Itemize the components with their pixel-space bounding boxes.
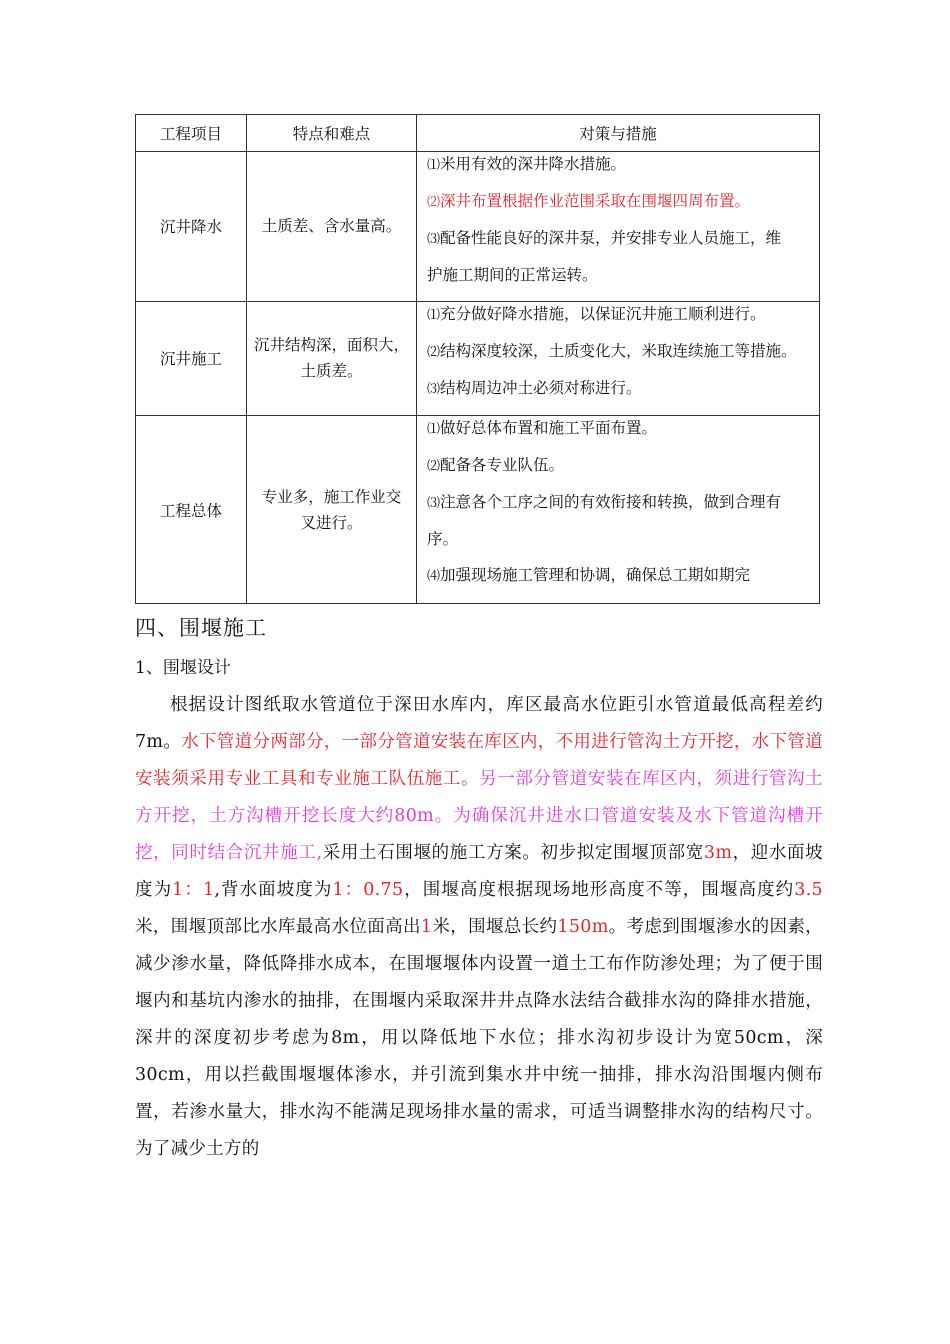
header-measures: 对策与措施 <box>417 115 820 152</box>
measures-table <box>135 114 820 604</box>
measure-number: ⑵ <box>427 195 441 211</box>
measure-text: 配备性能良好的深井泵，并安排专业人员施工，维 <box>440 229 782 248</box>
project-cell: 沉井施工 <box>136 301 247 415</box>
table-row <box>136 152 820 302</box>
measure-text: 做好总体布置和施工平面布置。 <box>440 419 658 438</box>
measures-cell <box>417 301 820 415</box>
measure-item <box>427 418 811 440</box>
measure-item <box>427 529 811 550</box>
paragraph-segment: 。考虑到围堰渗水的因素，减少渗水量，降低降排水成本，在围堰堰体内设置一道土工布作防渗处理；为了便于围堰内和基坑内渗水的抽排，在围堰内采取深井井点降水法结合截排水沟的降排水措施，深井的深度初步考虑为8m，用以降低地下水位；排水沟初步设计为宽50cm，深30cm，用以拦截围堰堰体渗水，并引流到集水井中统一抽排，排水沟沿围堰内侧布置，若渗水量大，排水沟不能满足现场排水量的需求，可适当调整排水沟的结构尺寸。为了减少土方的 <box>135 917 823 1159</box>
paragraph-segment: ，迎水面坡度为 <box>135 843 823 900</box>
paragraph-segment: 根据设计图纸取水管道位于深田水库内，库区最高水位距引水管道最低高程差约7m。 <box>135 695 823 752</box>
difficulty-line: 沉井结构深，面积大， <box>253 336 409 355</box>
paragraph-segment: ,背水面坡度为 <box>214 880 333 900</box>
difficulty-cell <box>247 416 417 604</box>
paragraph-segment: 采用土石围堰的施工方案。初步拟定围堰顶部宽 <box>322 843 704 863</box>
measure-item <box>427 378 811 400</box>
measure-text: 加强现场施工管理和协调，确保总工期如期完 <box>440 566 751 585</box>
measure-item <box>427 154 811 176</box>
measure-item <box>427 265 811 286</box>
difficulty-line: 专业多，施工作业交 <box>261 487 402 506</box>
measure-text: 序。 <box>427 530 459 549</box>
measure-item <box>427 565 811 587</box>
measure-text: 结构深度较深，土质变化大，米取连续施工等措施。 <box>440 341 797 360</box>
difficulty-cell <box>247 301 417 415</box>
header-project: 工程项目 <box>136 115 247 152</box>
paragraph-text <box>135 687 823 1168</box>
measure-item <box>427 455 811 477</box>
measure-number: ⑶ <box>427 232 441 248</box>
measure-text: 护施工期间的正常运转。 <box>427 266 598 285</box>
measure-number: ⑴ <box>427 307 441 323</box>
value-front-slope: 1：1 <box>172 880 215 900</box>
measure-number: ⑵ <box>427 344 441 360</box>
project-cell: 工程总体 <box>136 416 247 604</box>
table-row <box>136 416 820 604</box>
table-header-row <box>136 115 820 152</box>
measure-number: ⑵ <box>427 459 441 475</box>
measures-cell <box>417 152 820 302</box>
measure-number: ⑷ <box>427 569 441 585</box>
value-length: 150m <box>557 917 609 937</box>
difficulty-line: 土质差。 <box>300 362 363 381</box>
value-top-width: 3m <box>703 843 733 863</box>
paragraph-segment: 米，围堰总长约 <box>432 917 558 937</box>
difficulty-line: 叉进行。 <box>300 513 363 532</box>
measures-cell <box>417 416 820 604</box>
project-cell: 沉井降水 <box>136 152 247 302</box>
measure-text: 深井布置根据作业范围采取在围堰四周布置。 <box>440 192 751 211</box>
value-freeboard: 1 <box>420 917 433 937</box>
measure-text: 配备各专业队伍。 <box>440 456 565 475</box>
measure-item <box>427 341 811 363</box>
measure-item <box>427 304 811 326</box>
measure-text: 结构周边冲土必须对称进行。 <box>440 378 642 397</box>
measure-item <box>427 228 811 250</box>
measure-item <box>427 191 811 213</box>
table-row <box>136 301 820 415</box>
measure-number: ⑶ <box>427 496 441 512</box>
header-difficulty: 特点和难点 <box>247 115 417 152</box>
value-back-slope: 1：0.75 <box>332 880 404 900</box>
measure-item <box>427 492 811 514</box>
paragraph-segment: ，围堰高度根据现场地形高度不等，围堰高度约 <box>403 880 795 900</box>
highlight-magenta-segment: 另一部分管道安装在库区内，须进行管沟土方开挖，土方沟槽开挖长度大约80m。为确保沉井进水口管道安装及水下管道沟槽开挖，同时结合沉井施工, <box>135 769 823 863</box>
measure-text: 米用有效的深井降水措施。 <box>440 155 627 174</box>
measure-number: ⑶ <box>427 381 441 397</box>
section-title: 四、围堰施工 <box>135 616 267 640</box>
highlight-red-segment: 水下管道分两部分，一部分管道安装在库区内，不用进行管沟土方开挖，水下管道安装须采用专业工具和专业施工队伍施工。 <box>135 732 823 789</box>
value-height: 3.5 <box>794 880 823 900</box>
difficulty-line: 土质差、含水量高。 <box>261 217 402 236</box>
measure-number: ⑴ <box>427 422 441 438</box>
measure-text: 注意各个工序之间的有效衔接和转换，做到合理有 <box>440 493 782 512</box>
paragraph-segment: 米，围堰顶部比水库最高水位面高出 <box>135 917 421 937</box>
difficulty-cell <box>247 152 417 302</box>
measure-text: 充分做好降水措施，以保证沉井施工顺利进行。 <box>440 304 766 323</box>
body-paragraph <box>135 687 823 1168</box>
measure-number: ⑴ <box>427 158 441 174</box>
subsection-title: 1、围堰设计 <box>135 658 231 678</box>
